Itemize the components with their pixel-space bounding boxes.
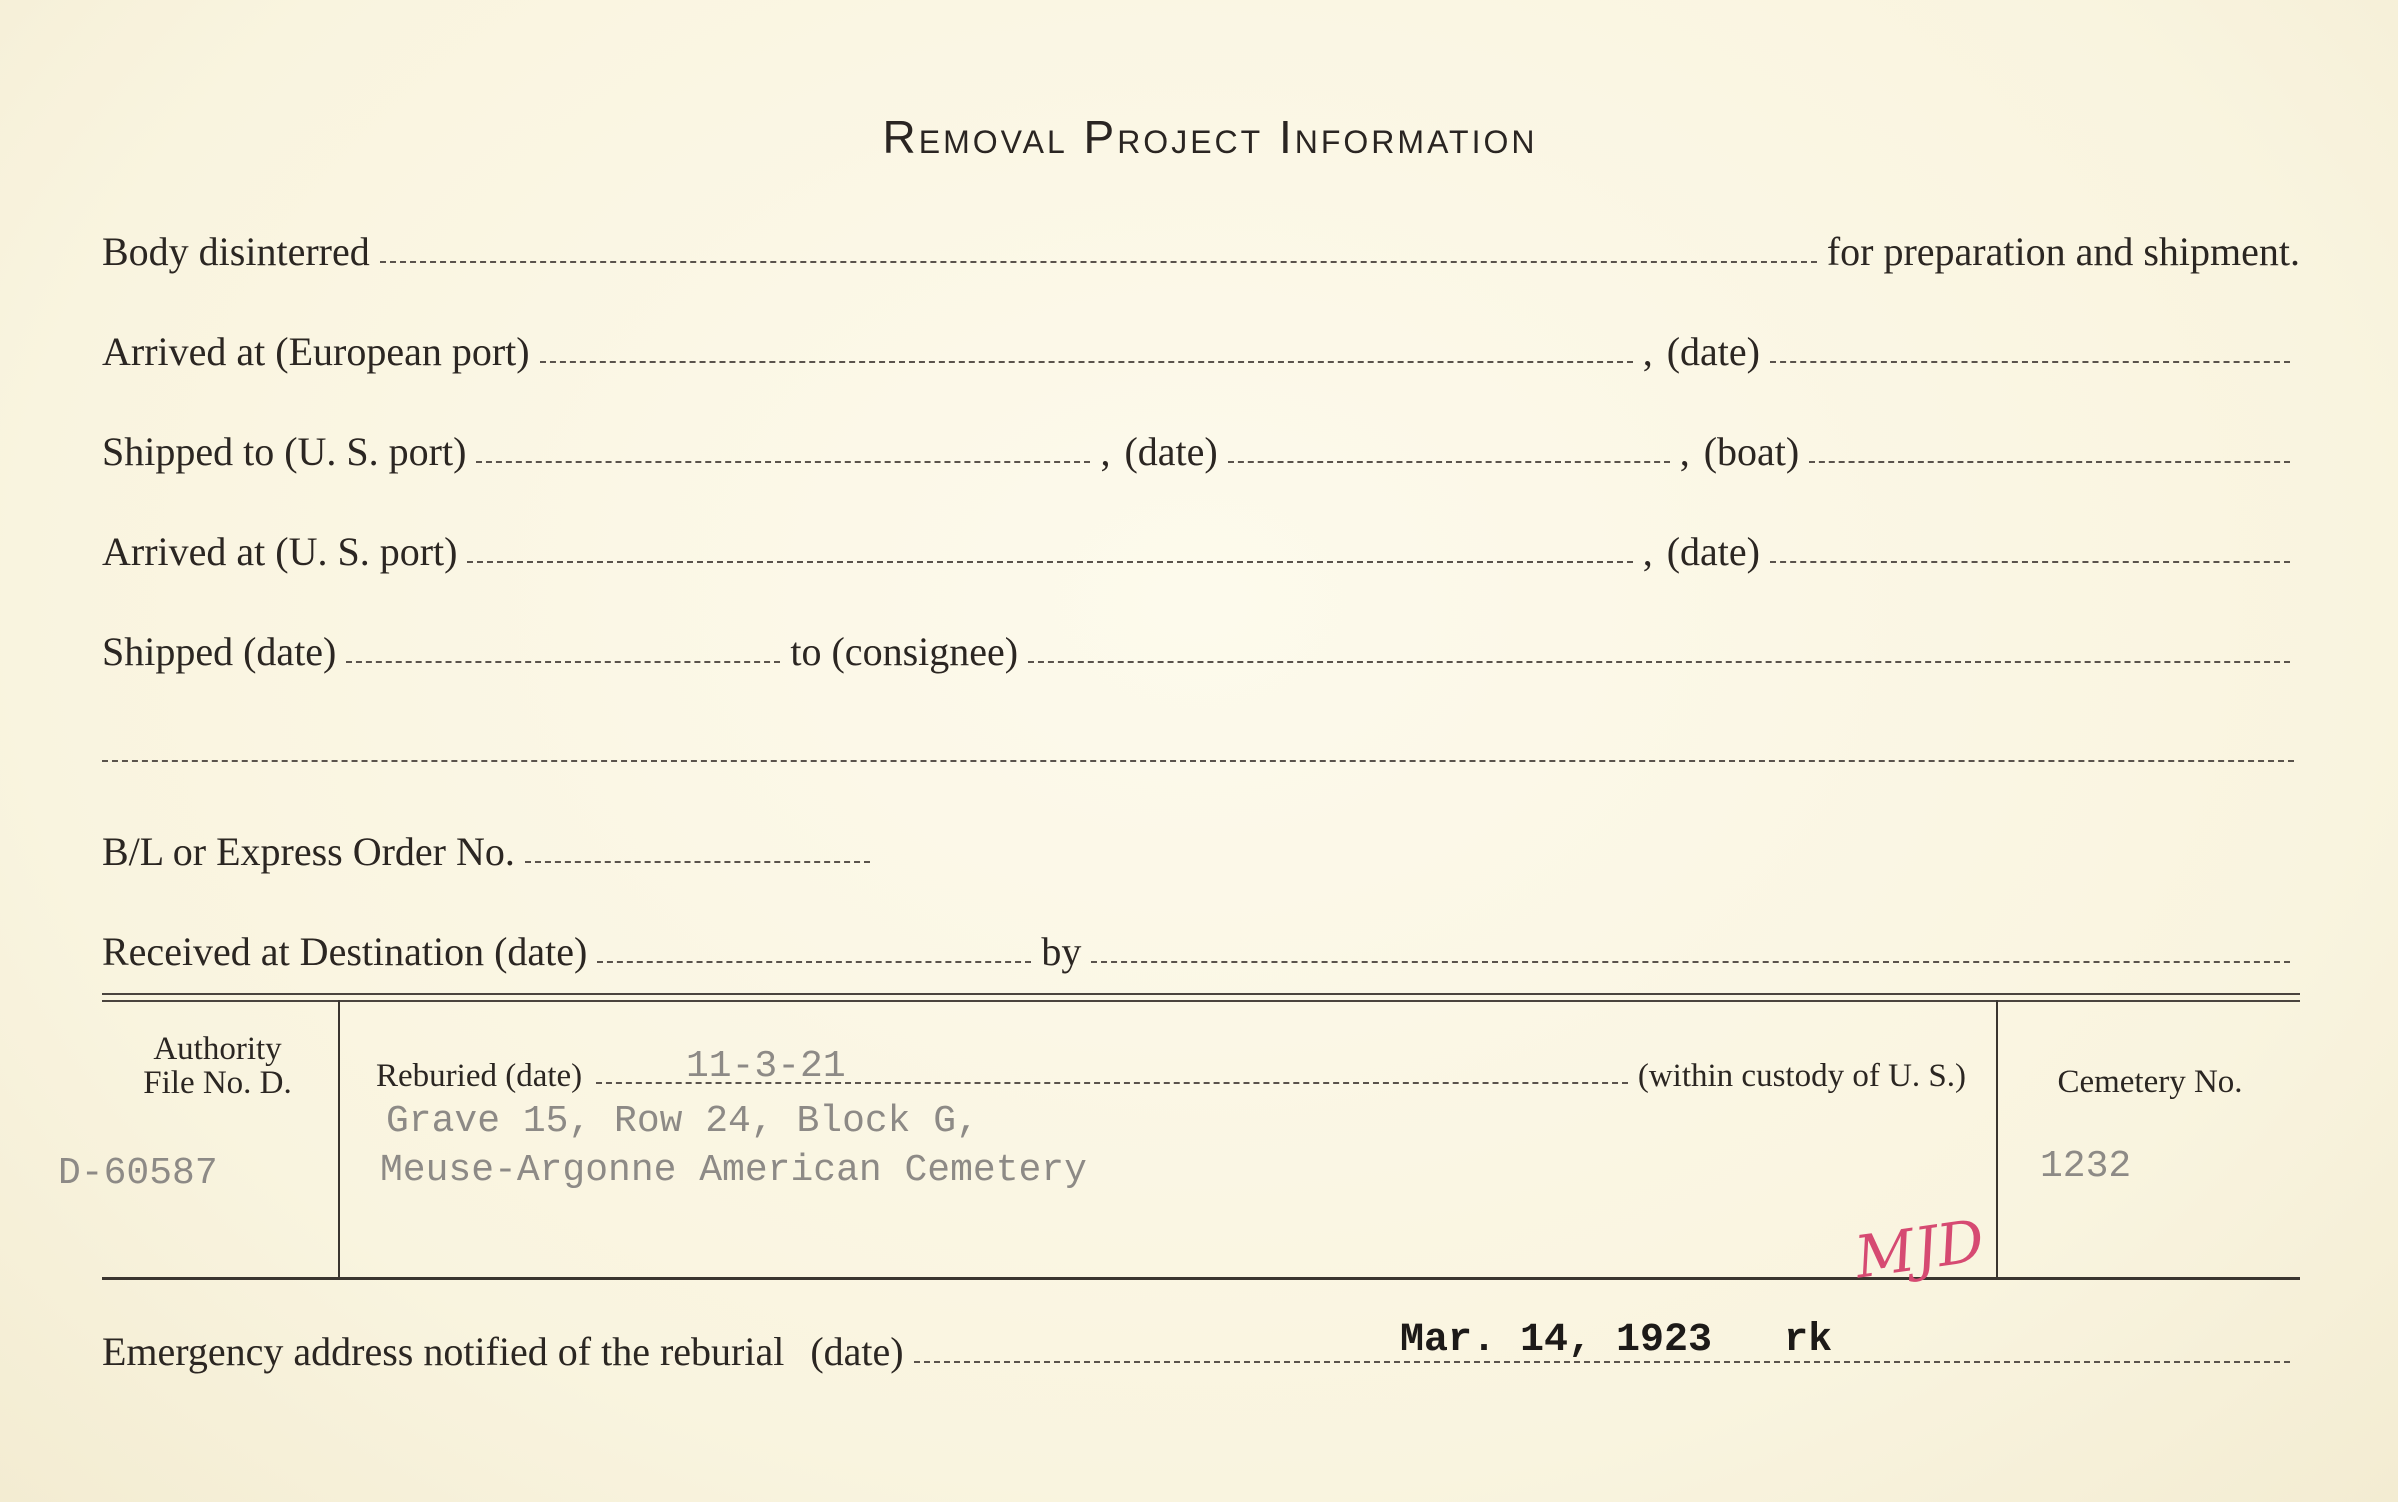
field-shipped-date[interactable] xyxy=(1228,461,1670,463)
comma: , xyxy=(1679,429,1690,474)
label-to-consignee: to (consignee) xyxy=(790,629,1019,674)
row-shipped-us xyxy=(102,428,2300,475)
label-for-preparation: for preparation and shipment. xyxy=(1826,229,2300,274)
field-european-date[interactable] xyxy=(1770,361,2290,363)
field-arrived-us-port[interactable] xyxy=(467,561,1632,563)
section-bottom-rule xyxy=(102,1277,2300,1280)
row-received-destination xyxy=(102,928,2300,975)
label-date: (date) xyxy=(1666,329,1760,374)
row-arrived-us xyxy=(102,528,2300,575)
grave-location-line2: Meuse-Argonne American Cemetery xyxy=(380,1149,1087,1192)
label-arrived-european: Arrived at (European port) xyxy=(102,329,530,374)
field-european-port[interactable] xyxy=(540,361,1633,363)
authority-label xyxy=(105,1032,330,1100)
field-bl-order[interactable] xyxy=(525,861,870,863)
cemetery-number-value: 1232 xyxy=(2040,1145,2132,1188)
label-by: by xyxy=(1041,929,1082,974)
authority-label-line2: File No. D. xyxy=(143,1065,292,1101)
emergency-date-value: Mar. 14, 1923 rk xyxy=(1400,1318,1833,1363)
label-body-disinterred: Body disinterred xyxy=(102,229,370,274)
row-shipped-consignee xyxy=(102,628,2300,675)
field-body-disinterred[interactable] xyxy=(380,261,1817,263)
label-arrived-us: Arrived at (U. S. port) xyxy=(102,529,458,574)
column-divider-right xyxy=(1996,1000,1998,1277)
handwritten-initials: MJD xyxy=(1850,1206,1989,1292)
label-shipped-date: Shipped (date) xyxy=(102,629,337,674)
row-bl-order xyxy=(102,828,2300,875)
cemetery-label: Cemetery No. xyxy=(2057,1064,2243,1100)
label-received-destination: Received at Destination (date) xyxy=(102,929,588,974)
field-received-date[interactable] xyxy=(597,961,1031,963)
authority-file-value: D-60587 xyxy=(58,1152,218,1195)
comma: , xyxy=(1642,329,1653,374)
row-body-disinterred xyxy=(102,228,2300,275)
comma: , xyxy=(1642,529,1653,574)
grave-location-line1: Grave 15, Row 24, Block G, xyxy=(386,1100,979,1143)
field-consignee[interactable] xyxy=(1028,661,2290,663)
reburied-date-value: 11-3-21 xyxy=(686,1045,846,1088)
label-date: (date) xyxy=(810,1329,904,1374)
field-shipped-date[interactable] xyxy=(346,661,780,663)
label-date: (date) xyxy=(1124,429,1218,474)
label-boat: (boat) xyxy=(1703,429,1800,474)
label-emergency: Emergency address notified of the reburial xyxy=(102,1329,785,1374)
field-arrived-us-date[interactable] xyxy=(1770,561,2290,563)
column-divider-left xyxy=(338,1000,340,1277)
row-reburied xyxy=(376,1058,1966,1095)
field-received-by[interactable] xyxy=(1091,961,2290,963)
field-consignee-continued[interactable] xyxy=(102,760,2294,762)
comma: , xyxy=(1100,429,1111,474)
label-shipped-to-us: Shipped to (U. S. port) xyxy=(102,429,467,474)
label-reburied-date: Reburied (date) xyxy=(376,1058,583,1094)
field-boat[interactable] xyxy=(1809,461,2290,463)
label-bl-order: B/L or Express Order No. xyxy=(102,829,515,874)
card-title: Removal Project Information xyxy=(882,111,1538,163)
authority-label-line1: Authority xyxy=(153,1031,282,1067)
row-arrived-european xyxy=(102,328,2300,375)
field-us-port[interactable] xyxy=(476,461,1090,463)
section-double-rule xyxy=(102,993,2300,1002)
label-date: (date) xyxy=(1666,529,1760,574)
row-emergency xyxy=(102,1328,2300,1375)
label-within-custody: (within custody of U. S.) xyxy=(1637,1058,1966,1094)
